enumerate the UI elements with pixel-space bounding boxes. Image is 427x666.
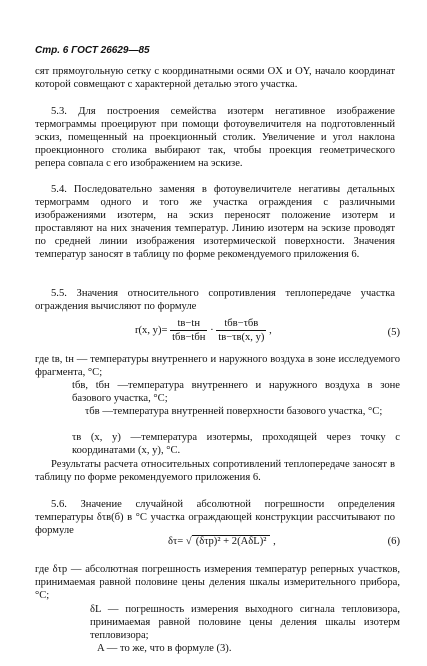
definition-lead: A [97,643,105,654]
definition-text: — абсолютная погрешность измерения температур реперных участков, принимаемая равной половине цены деления шкалы измерительного прибора, °С; [35,564,400,602]
formula-5 [60,317,400,347]
formula-5-tail: , [269,325,272,337]
formula-5-fraction-1-den: tбв−tбн [172,332,206,344]
formula-6-radicand: (δτр)² + 2(AδL)² [192,535,271,547]
definition-lead: τбв [85,406,100,417]
definition-lead: tбв, tбн [72,380,110,391]
formula-6-lhs: δτ= [168,536,184,547]
paragraph-5-4: 5.4. Последовательно заменяя в фотоувеличителе негативы детальных термограмм одного и того же участка ограждения с различными изображениями изотерм, на эскиз переносят положение изотерм и проставляют на них значения температур. Линию изотерм на эскизе проводят по средней линии изображения изотермической поверхности. Значения температур заносят в таблицу по форме рекомендуемого приложения 6. [35,184,395,261]
sqrt-sign: √ [185,536,192,547]
definition-delta-tau-r [35,563,400,602]
definition-text: —температура изотермы, проходящей через точку с координатами (x, y), °С. [72,432,400,457]
definition-text: — погрешность измерения выходного сигнала тепловизора, принимаемая равной половине цены деления шкалы изотерм тепловизора; [90,604,400,642]
page-header: Стр. 6 ГОСТ 26629—85 [35,45,150,56]
definition-lead: где δτр [35,564,68,575]
definition-lead: τв (x, y) [72,432,121,443]
definition-text: — то же, что в формуле (3). [106,643,232,654]
formula-5-fraction-1-num: tв−tн [170,317,207,331]
formula-6-tail: , [273,536,276,547]
formula-5-number: (5) [387,327,400,338]
formula-5-lhs: r(x, y)= [135,325,168,337]
definition-tau-xy [72,431,400,457]
definition-text: — температуры внутреннего и наружного воздуха в зоне исследуемого фрагмента, °С; [35,354,400,379]
formula-5-dot: · [210,325,214,337]
paragraph-5-3: 5.3. Для построения семейства изотерм негативное изображение термограммы проецируют при помощи фотоувеличителя на подготовленный эскиз, помещенный на проекционный столик. Увеличение и угол наклона проекционного столика выбирают так, чтобы проекция геометрического репера совпала с его изображением на эскизе. [35,106,395,170]
definition-lead: δL [90,604,102,615]
formula-5-fraction-2-num: tбв−τбв [216,317,266,331]
definition-t-air [35,353,400,379]
paragraph-5-5: 5.5. Значения относительного сопротивления теплопередаче участка ограждения вычисляют по формуле [35,288,395,313]
formula-5-fraction-2-den: tв−τв(x, y) [218,332,265,344]
definition-text: —температура внутреннего и наружного воздуха в зоне базового участка, °С; [72,380,401,405]
definition-tau-base [85,405,400,418]
definition-t-base [72,379,400,405]
formula-6-number: (6) [387,536,400,547]
definition-delta-l [90,603,400,642]
definition-text: —температура внутренней поверхности базового участка, °С; [102,406,383,417]
paragraph-continuation: сят прямоугольную сетку с координатными осями OX и OY, начало координат которой совмещают с характерной деталью этого участка. [35,66,395,91]
formula-5-fraction-1 [170,317,207,344]
paragraph-results: Результаты расчета относительных сопротивлений теплопередаче заносят в таблицу по форме рекомендуемого приложения 6. [35,459,395,484]
formula-5-fraction-2 [216,317,266,344]
definition-a [97,642,400,655]
formula-6 [60,535,400,561]
paragraph-5-6: 5.6. Значение случайной абсолютной погрешности определения температуры δτв(б) в °С участка ограждающей конструкции рассчитывают по формуле [35,499,395,537]
definition-lead: где tв, tн [35,354,74,365]
